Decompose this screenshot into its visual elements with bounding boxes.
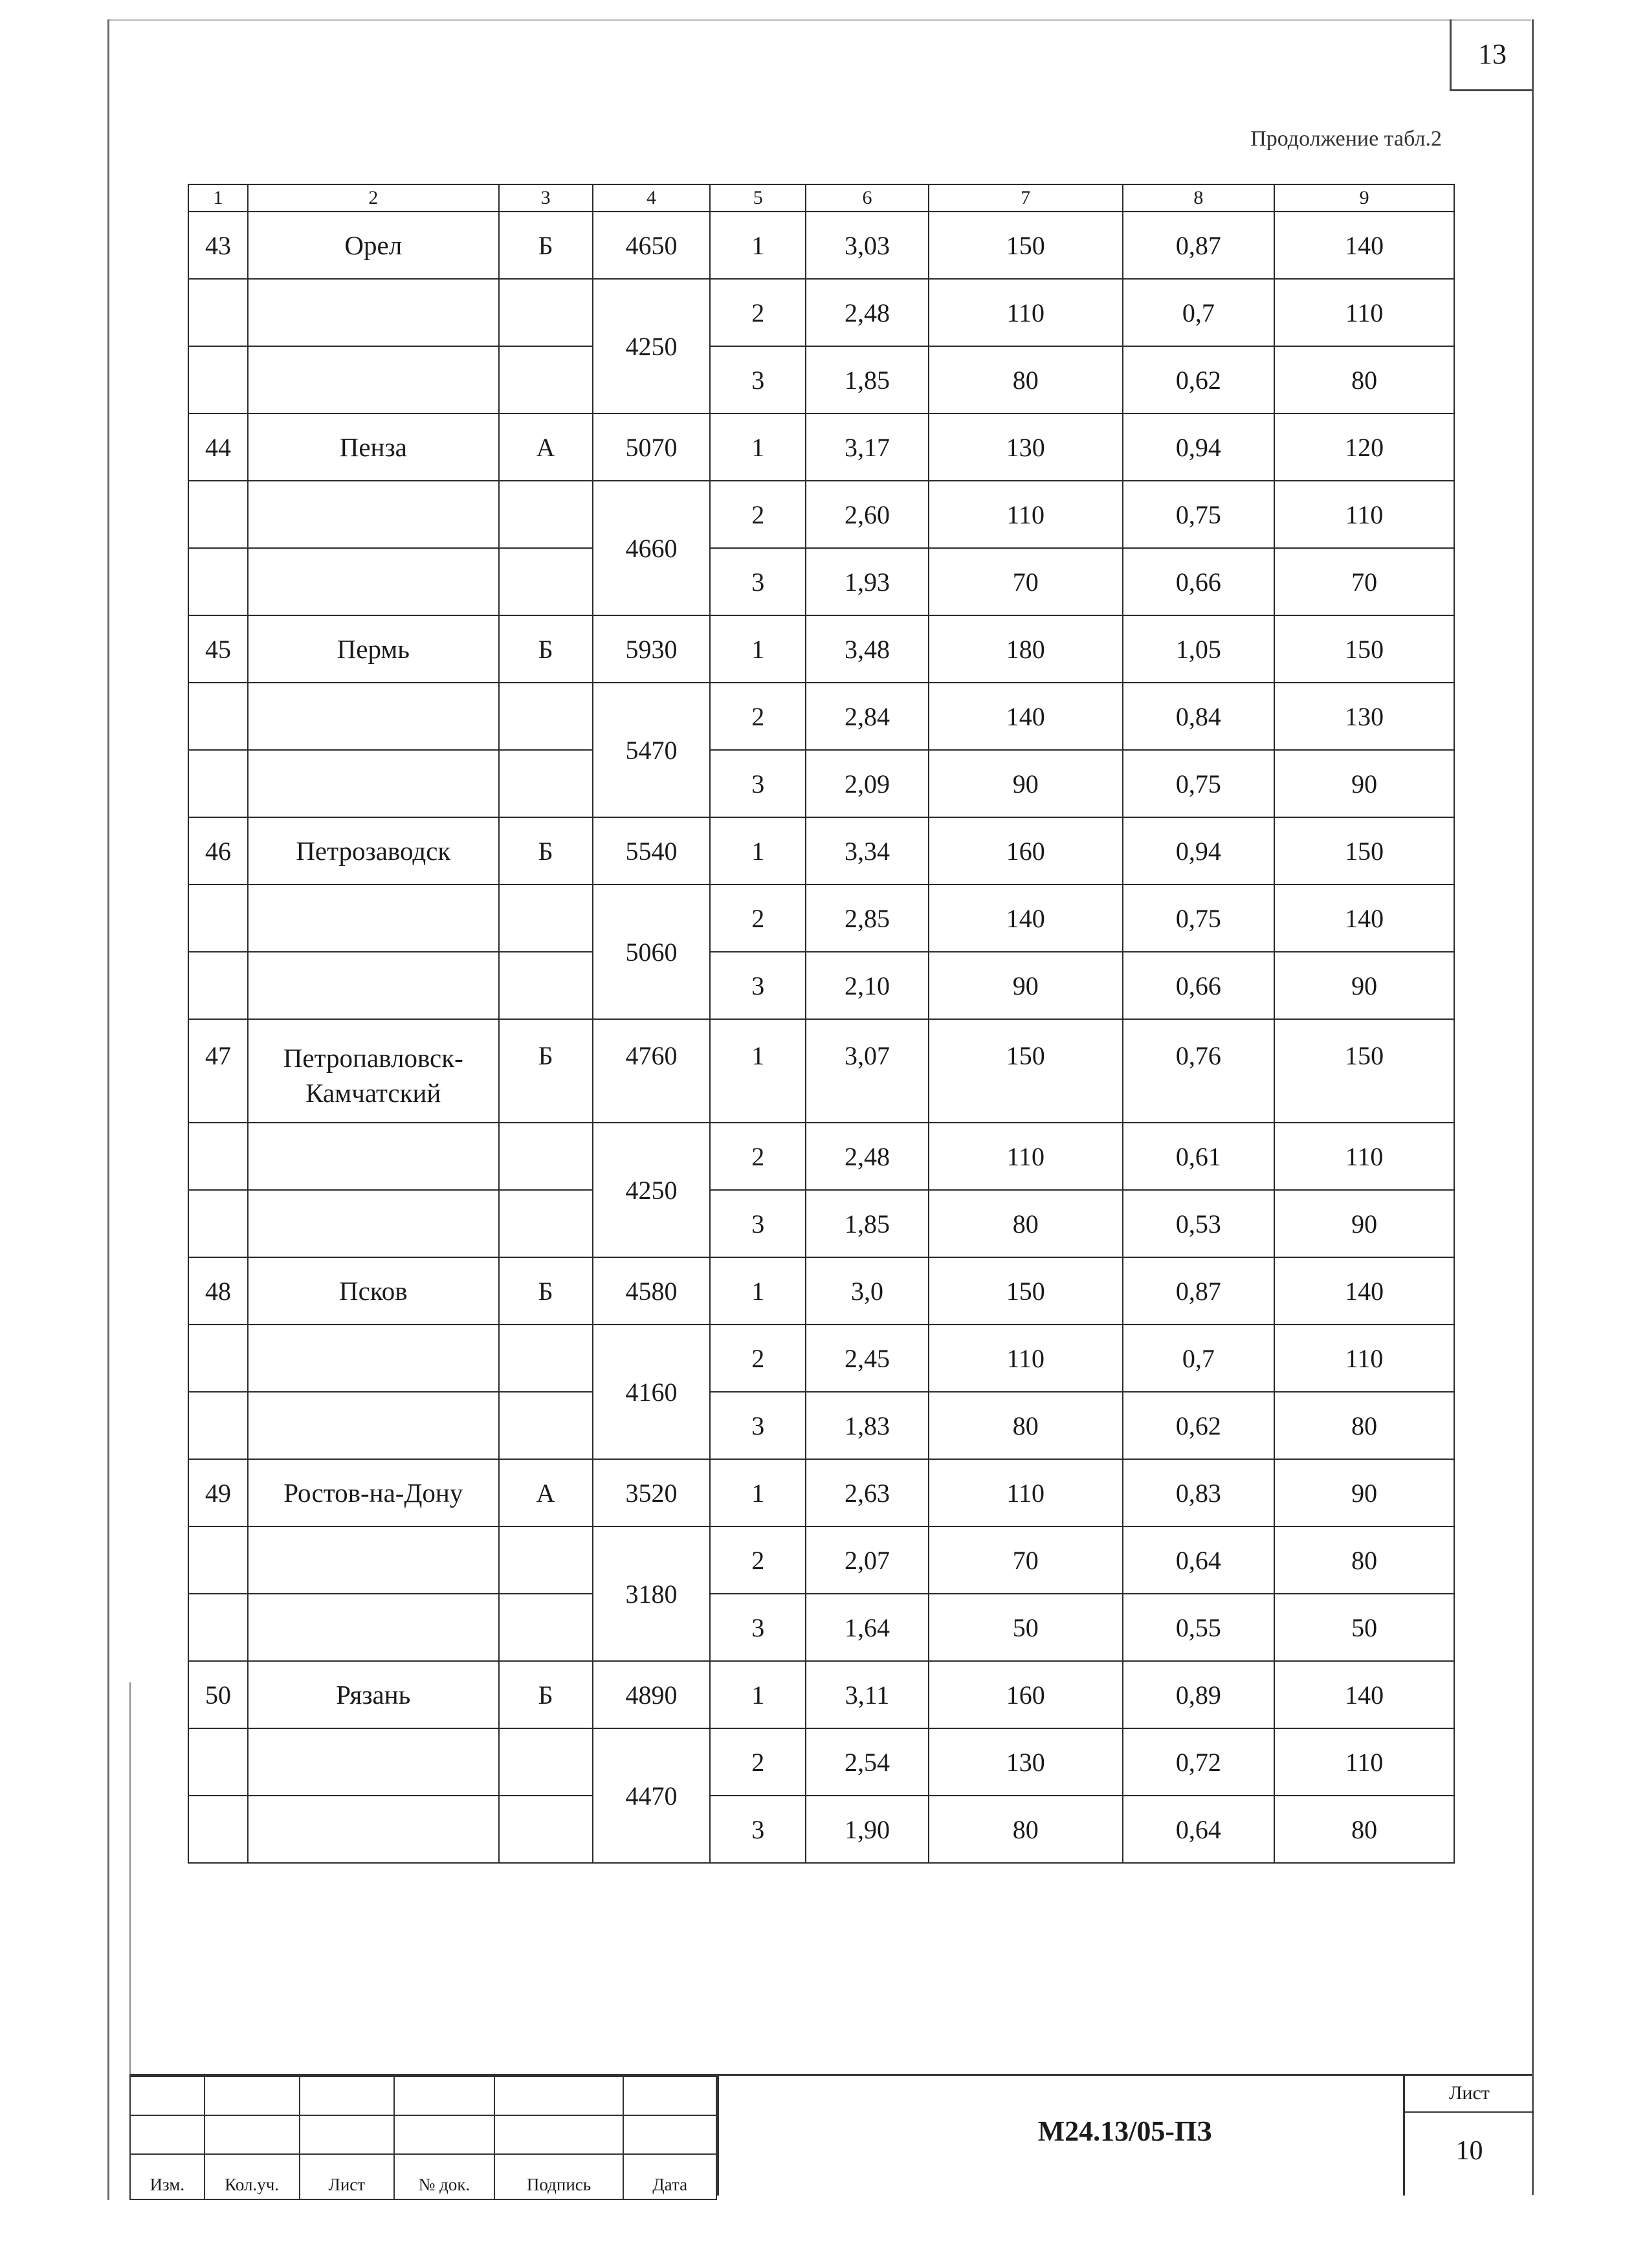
- row-number: 47: [188, 1019, 248, 1123]
- value-col7: 110: [929, 1459, 1123, 1526]
- value-col6: 2,63: [806, 1459, 929, 1526]
- value-col7: 50: [929, 1594, 1123, 1661]
- value-col8: 1,05: [1123, 615, 1275, 683]
- empty-cell: [248, 279, 499, 346]
- city-name: Пермь: [248, 615, 499, 683]
- value-col5: 1: [710, 615, 806, 683]
- city-name: Орел: [248, 212, 499, 279]
- stamp-cell: [494, 2115, 624, 2154]
- empty-cell: [188, 346, 248, 413]
- value-col4: 4890: [593, 1661, 711, 1728]
- value-col5: 3: [710, 548, 806, 615]
- value-col9: 140: [1274, 1257, 1454, 1325]
- stamp-label: № док.: [394, 2154, 494, 2199]
- value-col7: 70: [929, 1526, 1123, 1594]
- value-col6: 2,84: [806, 683, 929, 750]
- category: Б: [499, 1019, 593, 1123]
- document-code: М24.13/05-ПЗ: [1037, 2115, 1212, 2147]
- value-col9: 80: [1274, 1392, 1454, 1459]
- row-number: 50: [188, 1661, 248, 1728]
- column-header: 3: [499, 184, 593, 212]
- empty-cell: [499, 952, 593, 1019]
- table-row: [188, 683, 1454, 750]
- empty-cell: [248, 1190, 499, 1257]
- value-col5: 1: [710, 212, 806, 279]
- value-col5: 2: [710, 885, 806, 952]
- value-col7: 80: [929, 346, 1123, 413]
- frame-top-border: [107, 19, 1531, 21]
- column-header: 7: [929, 184, 1123, 212]
- value-col5: 1: [710, 1661, 806, 1728]
- continuation-label: Продолжение табл.2: [1250, 127, 1442, 151]
- empty-cell: [499, 1594, 593, 1661]
- value-col7: 110: [929, 1123, 1123, 1190]
- sheet-label: Лист: [1449, 2082, 1490, 2104]
- stamp-cell: [130, 2076, 204, 2115]
- table-row: [188, 1661, 1454, 1728]
- empty-cell: [248, 1594, 499, 1661]
- category: Б: [499, 1661, 593, 1728]
- empty-cell: [248, 1325, 499, 1392]
- value-col4: 4470: [593, 1728, 711, 1863]
- table-row: [188, 1728, 1454, 1796]
- table-row: [188, 1257, 1454, 1325]
- stamp-cell: [300, 2115, 395, 2154]
- data-table: [188, 184, 1455, 1864]
- value-col4: 5070: [593, 413, 711, 481]
- empty-cell: [248, 952, 499, 1019]
- table-row: [188, 1123, 1454, 1190]
- value-col5: 2: [710, 683, 806, 750]
- column-header: 9: [1274, 184, 1454, 212]
- row-number: 44: [188, 413, 248, 481]
- title-block: [129, 2074, 1532, 2196]
- value-col4: 4650: [593, 212, 711, 279]
- empty-cell: [499, 750, 593, 817]
- value-col8: 0,87: [1123, 1257, 1275, 1325]
- value-col7: 130: [929, 413, 1123, 481]
- stamp-cell: [204, 2076, 300, 2115]
- empty-cell: [499, 683, 593, 750]
- value-col6: 2,07: [806, 1526, 929, 1594]
- value-col6: 1,85: [806, 1190, 929, 1257]
- value-col8: 0,62: [1123, 346, 1275, 413]
- value-col5: 2: [710, 1526, 806, 1594]
- empty-cell: [188, 1392, 248, 1459]
- value-col7: 150: [929, 1257, 1123, 1325]
- page-number: 13: [1478, 38, 1507, 70]
- value-col4: 5540: [593, 817, 711, 885]
- empty-cell: [188, 481, 248, 548]
- empty-cell: [248, 885, 499, 952]
- column-header: 5: [710, 184, 806, 212]
- stamp-label: Дата: [623, 2154, 716, 2199]
- value-col8: 0,53: [1123, 1190, 1275, 1257]
- value-col9: 90: [1274, 952, 1454, 1019]
- empty-cell: [188, 952, 248, 1019]
- value-col8: 0,7: [1123, 1325, 1275, 1392]
- value-col8: 0,62: [1123, 1392, 1275, 1459]
- stamp-cell: [494, 2076, 624, 2115]
- value-col9: 140: [1274, 885, 1454, 952]
- empty-cell: [248, 1123, 499, 1190]
- value-col4: 5930: [593, 615, 711, 683]
- empty-cell: [188, 683, 248, 750]
- value-col8: 0,66: [1123, 548, 1275, 615]
- table-row: [188, 1526, 1454, 1594]
- empty-cell: [499, 1190, 593, 1257]
- table-row: [188, 1594, 1454, 1661]
- value-col6: 1,93: [806, 548, 929, 615]
- title-block-row: [130, 2115, 716, 2154]
- value-col8: 0,75: [1123, 885, 1275, 952]
- column-header: 2: [248, 184, 499, 212]
- empty-cell: [188, 1123, 248, 1190]
- empty-cell: [499, 481, 593, 548]
- value-col5: 1: [710, 817, 806, 885]
- category: А: [499, 413, 593, 481]
- value-col5: 3: [710, 1190, 806, 1257]
- value-col9: 110: [1274, 1325, 1454, 1392]
- value-col5: 3: [710, 750, 806, 817]
- table-row: [188, 750, 1454, 817]
- value-col5: 3: [710, 346, 806, 413]
- table-row: [188, 481, 1454, 548]
- value-col4: 4760: [593, 1019, 711, 1123]
- city-name: Пенза: [248, 413, 499, 481]
- table-row: [188, 279, 1454, 346]
- category: Б: [499, 615, 593, 683]
- value-col4: 4660: [593, 481, 711, 615]
- table-row: [188, 1459, 1454, 1526]
- value-col7: 80: [929, 1392, 1123, 1459]
- value-col8: 0,72: [1123, 1728, 1275, 1796]
- value-col5: 1: [710, 1257, 806, 1325]
- sheet-box: [1403, 2076, 1534, 2196]
- value-col9: 150: [1274, 1019, 1454, 1123]
- empty-cell: [188, 1325, 248, 1392]
- value-col6: 1,90: [806, 1796, 929, 1863]
- value-col5: 3: [710, 952, 806, 1019]
- stamp-label: Подпись: [494, 2154, 624, 2199]
- value-col9: 110: [1274, 279, 1454, 346]
- value-col9: 90: [1274, 1459, 1454, 1526]
- table-row: [188, 413, 1454, 481]
- city-name: Рязань: [248, 1661, 499, 1728]
- stamp-cell: [623, 2115, 716, 2154]
- empty-cell: [499, 279, 593, 346]
- value-col6: 2,45: [806, 1325, 929, 1392]
- value-col9: 90: [1274, 1190, 1454, 1257]
- empty-cell: [248, 481, 499, 548]
- empty-cell: [188, 750, 248, 817]
- value-col9: 150: [1274, 615, 1454, 683]
- category: Б: [499, 817, 593, 885]
- value-col9: 140: [1274, 212, 1454, 279]
- row-number: 48: [188, 1257, 248, 1325]
- empty-cell: [188, 548, 248, 615]
- table-row: [188, 1325, 1454, 1392]
- value-col4: 5470: [593, 683, 711, 817]
- value-col6: 2,60: [806, 481, 929, 548]
- row-number: 49: [188, 1459, 248, 1526]
- value-col9: 110: [1274, 1123, 1454, 1190]
- value-col4: 4250: [593, 279, 711, 413]
- value-col7: 160: [929, 1661, 1123, 1728]
- value-col4: 4250: [593, 1123, 711, 1257]
- table-row: [188, 615, 1454, 683]
- value-col6: 3,0: [806, 1257, 929, 1325]
- value-col6: 3,17: [806, 413, 929, 481]
- table-row: [188, 548, 1454, 615]
- row-number: 45: [188, 615, 248, 683]
- value-col6: 2,48: [806, 279, 929, 346]
- value-col8: 0,76: [1123, 1019, 1275, 1123]
- value-col5: 3: [710, 1796, 806, 1863]
- value-col8: 0,75: [1123, 750, 1275, 817]
- city-name: Петропавловск-Камчатский: [248, 1019, 499, 1123]
- sheet-number: 10: [1455, 2136, 1483, 2166]
- table-row: [188, 1796, 1454, 1863]
- stamp-cell: [394, 2076, 494, 2115]
- stamp-label: Лист: [300, 2154, 395, 2199]
- value-col9: 130: [1274, 683, 1454, 750]
- table-row: [188, 1019, 1454, 1123]
- empty-cell: [248, 1392, 499, 1459]
- empty-cell: [248, 548, 499, 615]
- empty-cell: [188, 1526, 248, 1594]
- value-col6: 2,48: [806, 1123, 929, 1190]
- row-number: 43: [188, 212, 248, 279]
- frame-left-border: [107, 19, 109, 2200]
- value-col8: 0,83: [1123, 1459, 1275, 1526]
- stamp-cell: [394, 2115, 494, 2154]
- value-col7: 80: [929, 1796, 1123, 1863]
- value-col6: 2,54: [806, 1728, 929, 1796]
- row-number: 46: [188, 817, 248, 885]
- value-col5: 2: [710, 481, 806, 548]
- value-col8: 0,66: [1123, 952, 1275, 1019]
- value-col5: 3: [710, 1392, 806, 1459]
- table-row: [188, 346, 1454, 413]
- column-header: 6: [806, 184, 929, 212]
- table-row: [188, 1190, 1454, 1257]
- empty-cell: [499, 1325, 593, 1392]
- empty-cell: [248, 750, 499, 817]
- value-col5: 2: [710, 1325, 806, 1392]
- value-col8: 0,94: [1123, 413, 1275, 481]
- value-col7: 110: [929, 279, 1123, 346]
- value-col6: 3,07: [806, 1019, 929, 1123]
- value-col9: 80: [1274, 1796, 1454, 1863]
- value-col5: 3: [710, 1594, 806, 1661]
- empty-cell: [499, 885, 593, 952]
- table-row: [188, 817, 1454, 885]
- value-col4: 4160: [593, 1325, 711, 1459]
- value-col6: 1,83: [806, 1392, 929, 1459]
- value-col7: 90: [929, 750, 1123, 817]
- value-col9: 90: [1274, 750, 1454, 817]
- value-col6: 3,11: [806, 1661, 929, 1728]
- empty-cell: [188, 1796, 248, 1863]
- value-col5: 2: [710, 1123, 806, 1190]
- empty-cell: [248, 683, 499, 750]
- category: Б: [499, 1257, 593, 1325]
- value-col4: 3180: [593, 1526, 711, 1661]
- value-col8: 0,64: [1123, 1526, 1275, 1594]
- title-block-grid: [129, 2076, 717, 2200]
- value-col8: 0,64: [1123, 1796, 1275, 1863]
- value-col7: 180: [929, 615, 1123, 683]
- value-col9: 80: [1274, 346, 1454, 413]
- value-col8: 0,87: [1123, 212, 1275, 279]
- empty-cell: [188, 1594, 248, 1661]
- city-name: Псков: [248, 1257, 499, 1325]
- empty-cell: [499, 1392, 593, 1459]
- title-block-row: [130, 2076, 716, 2115]
- value-col9: 120: [1274, 413, 1454, 481]
- sheet-separator: [1405, 2111, 1534, 2113]
- empty-cell: [499, 1728, 593, 1796]
- value-col8: 0,7: [1123, 279, 1275, 346]
- empty-cell: [248, 1526, 499, 1594]
- value-col8: 0,84: [1123, 683, 1275, 750]
- value-col9: 80: [1274, 1526, 1454, 1594]
- value-col9: 150: [1274, 817, 1454, 885]
- value-col6: 1,64: [806, 1594, 929, 1661]
- empty-cell: [499, 1796, 593, 1863]
- table-row: [188, 885, 1454, 952]
- value-col9: 140: [1274, 1661, 1454, 1728]
- value-col8: 0,61: [1123, 1123, 1275, 1190]
- table-row: [188, 952, 1454, 1019]
- value-col7: 150: [929, 1019, 1123, 1123]
- stamp-cell: [623, 2076, 716, 2115]
- value-col7: 160: [929, 817, 1123, 885]
- value-col6: 1,85: [806, 346, 929, 413]
- empty-cell: [188, 279, 248, 346]
- value-col7: 70: [929, 548, 1123, 615]
- value-col8: 0,55: [1123, 1594, 1275, 1661]
- value-col4: 5060: [593, 885, 711, 1019]
- title-block-label-row: [130, 2154, 716, 2199]
- value-col7: 110: [929, 1325, 1123, 1392]
- table-row: [188, 212, 1454, 279]
- value-col7: 140: [929, 885, 1123, 952]
- value-col9: 110: [1274, 481, 1454, 548]
- value-col4: 3520: [593, 1459, 711, 1526]
- column-header: 4: [593, 184, 711, 212]
- value-col5: 1: [710, 413, 806, 481]
- empty-cell: [499, 1526, 593, 1594]
- column-header: 8: [1123, 184, 1275, 212]
- empty-cell: [499, 346, 593, 413]
- value-col6: 2,10: [806, 952, 929, 1019]
- value-col7: 90: [929, 952, 1123, 1019]
- value-col6: 2,85: [806, 885, 929, 952]
- page-number-box: [1450, 19, 1533, 91]
- column-header-row: [188, 184, 1454, 212]
- value-col7: 110: [929, 481, 1123, 548]
- value-col7: 80: [929, 1190, 1123, 1257]
- value-col6: 3,03: [806, 212, 929, 279]
- column-header: 1: [188, 184, 248, 212]
- empty-cell: [248, 1796, 499, 1863]
- stamp-label: Изм.: [130, 2154, 204, 2199]
- frame-right-border: [1532, 19, 1534, 2195]
- empty-cell: [188, 885, 248, 952]
- empty-cell: [188, 1190, 248, 1257]
- stamp-cell: [130, 2115, 204, 2154]
- value-col7: 150: [929, 212, 1123, 279]
- stamp-cell: [300, 2076, 395, 2115]
- value-col6: 2,09: [806, 750, 929, 817]
- empty-cell: [499, 1123, 593, 1190]
- stamp-cell: [204, 2115, 300, 2154]
- value-col9: 110: [1274, 1728, 1454, 1796]
- city-name: Ростов-на-Дону: [248, 1459, 499, 1526]
- value-col4: 4580: [593, 1257, 711, 1325]
- value-col5: 2: [710, 1728, 806, 1796]
- empty-cell: [248, 1728, 499, 1796]
- value-col7: 130: [929, 1728, 1123, 1796]
- value-col5: 2: [710, 279, 806, 346]
- value-col6: 3,34: [806, 817, 929, 885]
- value-col9: 70: [1274, 548, 1454, 615]
- value-col8: 0,94: [1123, 817, 1275, 885]
- category: А: [499, 1459, 593, 1526]
- value-col7: 140: [929, 683, 1123, 750]
- empty-cell: [248, 346, 499, 413]
- empty-cell: [188, 1728, 248, 1796]
- value-col8: 0,75: [1123, 481, 1275, 548]
- empty-cell: [499, 548, 593, 615]
- value-col5: 1: [710, 1459, 806, 1526]
- value-col6: 3,48: [806, 615, 929, 683]
- value-col9: 50: [1274, 1594, 1454, 1661]
- table-row: [188, 1392, 1454, 1459]
- value-col8: 0,89: [1123, 1661, 1275, 1728]
- city-name: Петрозаводск: [248, 817, 499, 885]
- category: Б: [499, 212, 593, 279]
- stamp-label: Кол.уч.: [204, 2154, 300, 2199]
- value-col5: 1: [710, 1019, 806, 1123]
